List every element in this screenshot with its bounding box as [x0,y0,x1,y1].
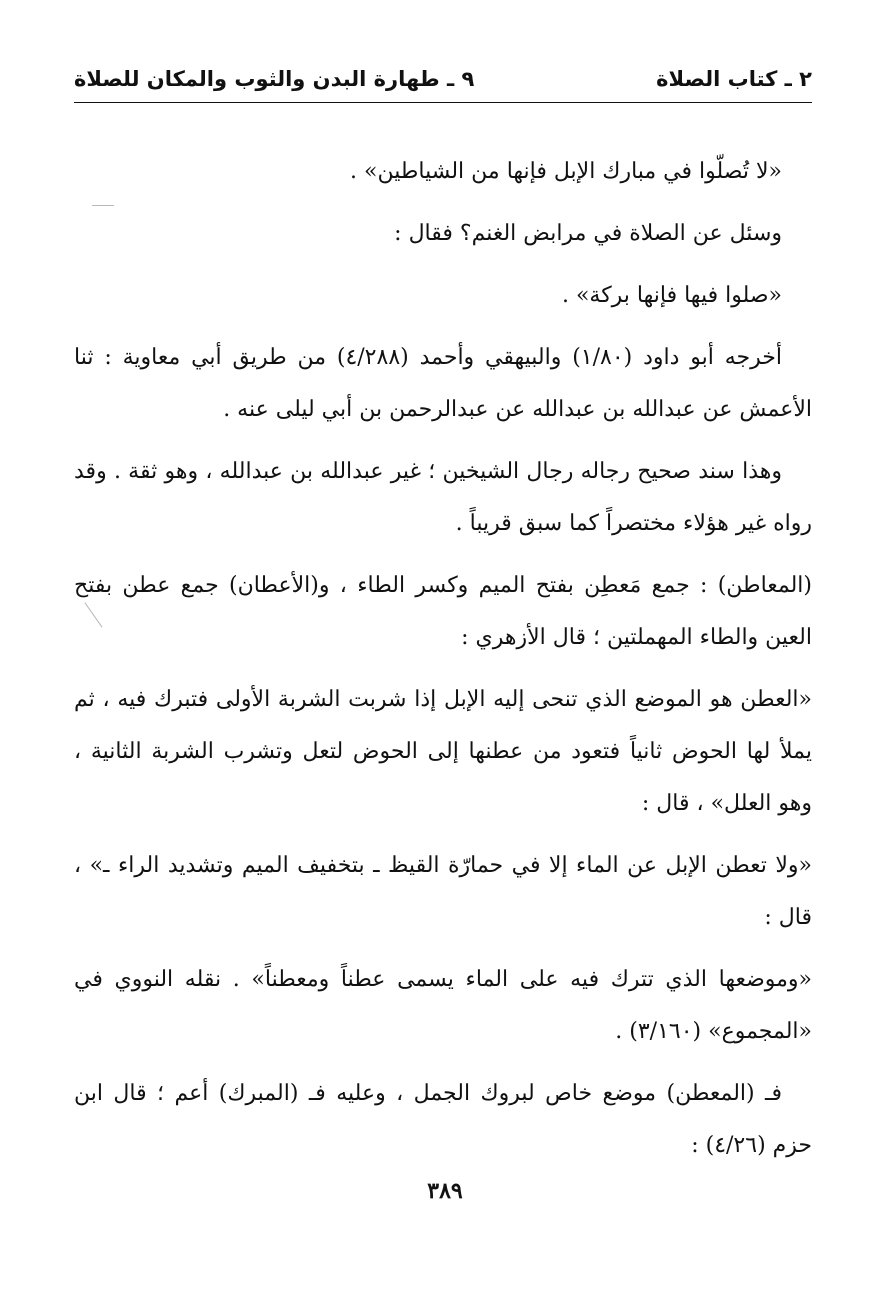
definition-paragraph: (المعاطن) : جمع مَعطِن بفتح الميم وكسر الطاء ، و(الأعطان) جمع عطن بفتح العين والطاء المهملتين ؛ قال الأزهري : [74,573,812,650]
nawawi-citation: «وموضعها الذي تترك فيه على الماء يسمى عطناً ومعطناً» . نقله النووي في «المجموع» (٣/١٦٠) . [74,967,812,1044]
hadith-quote: «صلوا فيها فإنها بركة» . [561,283,782,308]
azhari-quote-continued: «ولا تعطن الإبل عن الماء إلا في حمارّة القيظ ـ بتخفيف الميم وتشديد الراء ـ» ، قال : [74,853,812,930]
main-text [74,146,812,1182]
isnad-grading-paragraph: وهذا سند صحيح رجاله رجال الشيخين ؛ غير عبدالله بن عبدالله ، وهو ثقة . وقد رواه غير هؤلاء مختصراً كما سبق قريباً . [74,459,812,536]
conclusion-paragraph: فـ (المعطن) موضع خاص لبروك الجمل ، وعليه فـ (المبرك) أعم ؛ قال ابن حزم (٤/٢٦) : [74,1081,812,1158]
azhari-quote: «العطن هو الموضع الذي تنحى إليه الإبل إذا شربت الشربة الأولى فتبرك فيه ، ثم يملأ لها الحوض ثانياً فتعود من عطنها إلى الحوض لتعل وتشرب الشربة الثانية ، وهو العلل» ، قال : [74,687,812,816]
takhrij-paragraph: أخرجه أبو داود (١/٨٠) والبيهقي وأحمد (٤/٢٨٨) من طريق أبي معاوية : ثنا الأعمش عن عبدالله بن عبدالله عن عبدالرحمن بن أبي ليلى عنه . [74,345,812,422]
paragraph: وسئل عن الصلاة في مرابض الغنم؟ فقال : [394,221,782,246]
running-header [74,62,812,96]
page-number: ٣٨٩ [427,1178,463,1204]
header-section-title: ٩ ـ طهارة البدن والثوب والمكان للصلاة [74,67,475,91]
header-divider [74,102,812,103]
header-chapter-title: ٢ ـ كتاب الصلاة [656,67,812,91]
hadith-quote: «لا تُصلّوا في مبارك الإبل فإنها من الشياطين» . [350,159,782,184]
